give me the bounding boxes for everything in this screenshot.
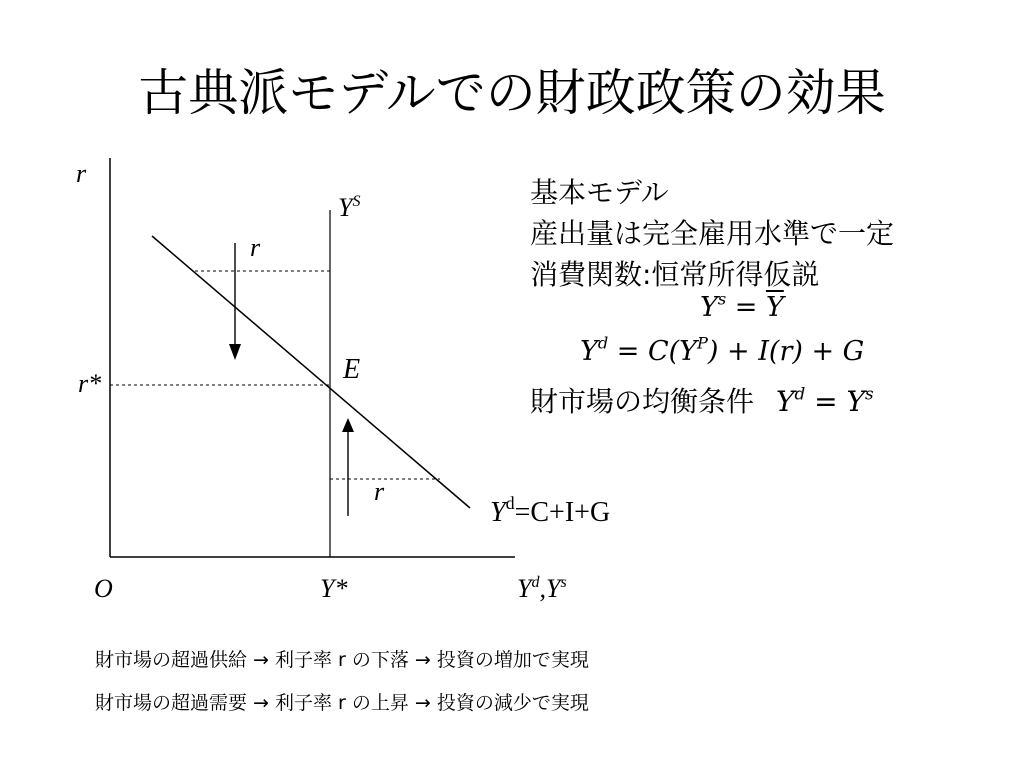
upper-r-label: r [250,233,261,262]
axis-y-label: r [76,159,87,188]
ys-label: $Y^S$ [338,193,361,222]
notes-line-output: 産出量は完全雇用水準で一定 [530,217,895,250]
axis-x-label: $Y^d,Y^s$ [517,574,567,603]
ybar-symbol: $\overline{Y}$ [765,292,784,323]
model-notes [530,172,894,295]
origin-label: O [94,574,113,603]
excess-supply-note: 財市場の超過供給 → 利子率 r の下落 → 投資の増加で実現 [95,649,589,671]
equilibrium-condition-label: 財市場の均衡条件 [530,385,755,418]
equilibrium-equation: $Y^d = Y^s$ [776,383,874,418]
up-arrowhead-icon [342,418,354,432]
yd-curve-label: $Y^d=C+I+G$ [490,493,611,528]
notes-line-basic-model: 基本モデル [530,176,669,209]
yd-line [152,236,470,508]
lower-r-label: r [374,477,385,506]
slide-title: 古典派モデルでの財政政策の効果 [138,64,886,122]
rstar-label: r* [78,369,102,398]
ystar-label: Y* [320,574,348,603]
notes-line-consumption: 消費関数:恒常所得仮説 [530,258,820,291]
excess-demand-note: 財市場の超過需要 → 利子率 r の上昇 → 投資の減少で実現 [95,692,589,714]
demand-equation: $Y^d = C(Y^P) + I(r) + G$ [580,333,865,367]
supply-equation: $Y^s = \overline{Y}$ [700,289,784,323]
equilibrium-condition [530,380,874,420]
down-arrowhead-icon [229,344,241,360]
equilibrium-label: E [343,354,361,385]
